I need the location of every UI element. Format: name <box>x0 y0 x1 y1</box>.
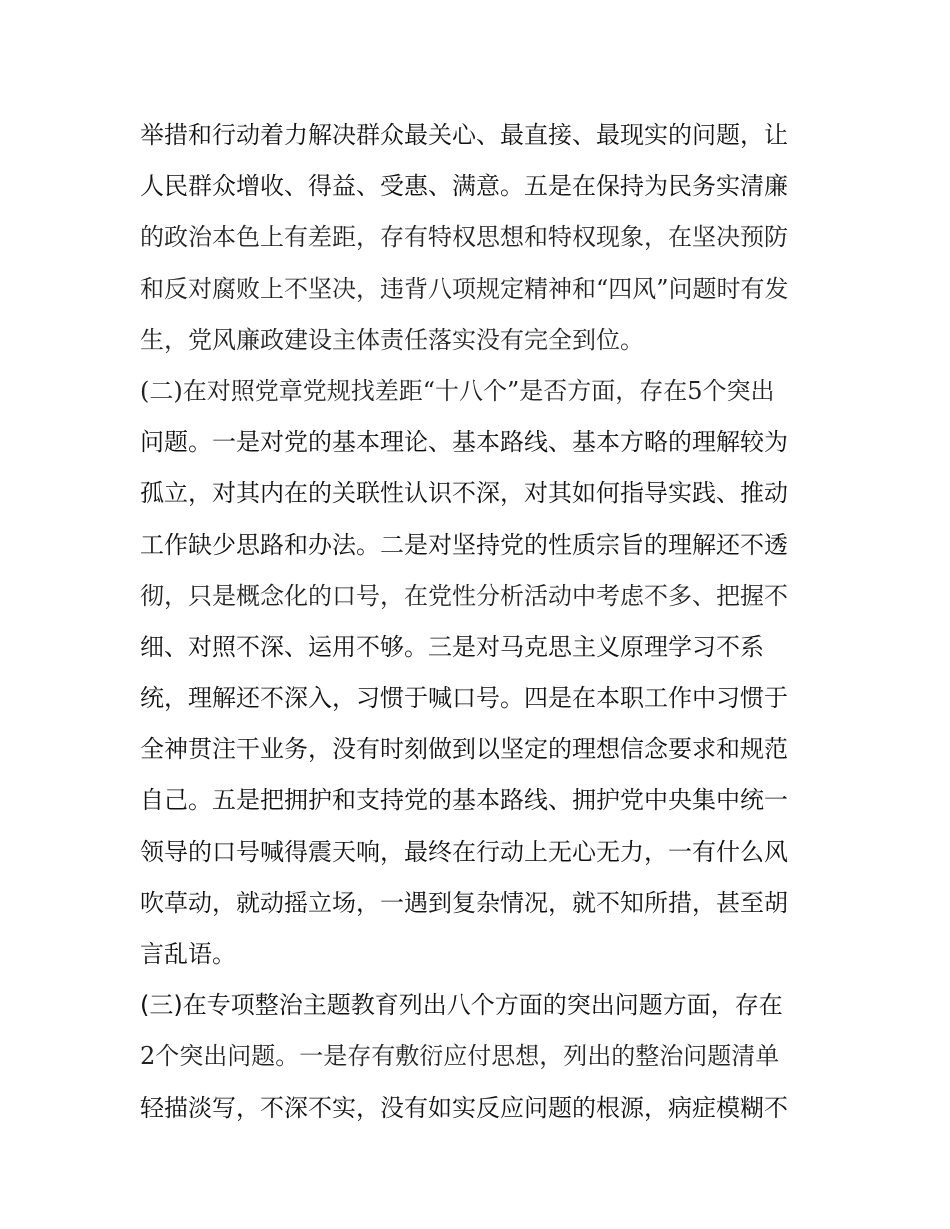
text-line: 2个突出问题。一是存有敷衍应付思想，列出的整治问题清单 <box>140 1042 780 1071</box>
text-line: 举措和行动着力解决群众最关心、最直接、最现实的问题，让 <box>140 121 788 149</box>
text-line: 领导的口号喊得震天响，最终在行动上无心无力，一有什么风 <box>140 837 788 866</box>
text-line: 的政治本色上有差距，存有特权思想和特权现象，在坚决预防 <box>140 223 788 252</box>
text-line: 言乱语。 <box>140 940 236 968</box>
text-line: 自己。五是把拥护和支持党的基本路线、拥护党中央集中统一 <box>140 786 788 815</box>
text-line: 工作缺少思路和办法。二是对坚持党的性质宗旨的理解还不透 <box>140 530 788 559</box>
text-line: 轻描淡写，不深不实，没有如实反应问题的根源，病症模糊不 <box>140 1093 788 1122</box>
text-line: 统，理解还不深入，习惯于喊口号。四是在本职工作中习惯于 <box>140 684 788 713</box>
text-line: 人民群众增收、得益、受惠、满意。五是在保持为民务实清廉 <box>140 172 788 201</box>
section-heading-2: (二)在对照党章党规找差距“十八个”是否方面，存在5个突出 <box>140 376 775 405</box>
text-line: 全神贯注干业务，没有时刻做到以坚定的理想信念要求和规范 <box>140 735 788 764</box>
text-line: 孤立，对其内在的关联性认识不深，对其如何指导实践、推动 <box>140 479 788 508</box>
text-line: 生，党风廉政建设主体责任落实没有完全到位。 <box>140 325 644 354</box>
document-body <box>140 110 830 1134</box>
text-line: 彻，只是概念化的口号，在党性分析活动中考虑不多、把握不 <box>140 581 788 610</box>
section-heading-3: (三)在专项整治主题教育列出八个方面的突出问题方面，存在 <box>140 991 783 1020</box>
text-line: 和反对腐败上不坚决，违背八项规定精神和“四风”问题时有发 <box>140 274 789 303</box>
text-line: 细、对照不深、运用不够。三是对马克思主义原理学习不系 <box>140 632 764 661</box>
text-line: 吹草动，就动摇立场，一遇到复杂情况，就不知所措，甚至胡 <box>140 888 788 917</box>
text-line: 问题。一是对党的基本理论、基本路线、基本方略的理解较为 <box>140 428 788 457</box>
